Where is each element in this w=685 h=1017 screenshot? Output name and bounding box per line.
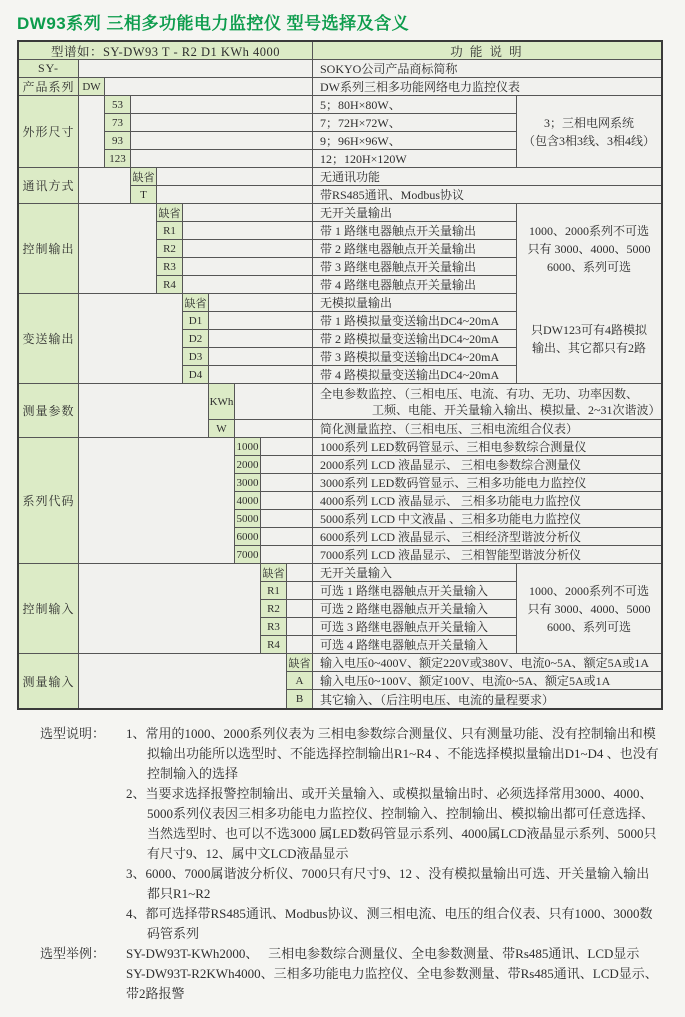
option-code: 缺省 xyxy=(183,294,209,312)
section-label: 通讯方式 xyxy=(19,168,79,204)
option-code: R3 xyxy=(261,618,287,636)
table-row xyxy=(105,150,517,168)
note-line: 1000、2000系列不可选 xyxy=(528,583,649,598)
option-desc: 可选 1 路继电器触点开关量输入 xyxy=(313,582,517,600)
option-code: 5000 xyxy=(235,510,261,528)
section-measure-param xyxy=(19,384,661,438)
table-row xyxy=(261,600,517,618)
option-desc: 简化测量监控、（三相电压、三相电流组合仪表） xyxy=(313,420,661,438)
section-comm xyxy=(19,168,661,204)
empty-cell xyxy=(183,222,313,240)
option-desc: 带 4 路继电器触点开关量输出 xyxy=(313,276,517,294)
empty-cell xyxy=(287,564,313,582)
note-line: 只有 3000、4000、5000 xyxy=(527,601,651,616)
option-code: 93 xyxy=(105,132,131,150)
empty-cell xyxy=(79,168,131,204)
section-rows xyxy=(105,96,517,168)
empty-cell xyxy=(131,114,313,132)
section-note xyxy=(517,564,661,654)
option-desc: 带 4 路模拟量变送输出DC4~20mA xyxy=(313,366,517,384)
table-row xyxy=(287,690,661,708)
empty-cell xyxy=(235,420,313,438)
option-code: D3 xyxy=(183,348,209,366)
section-measure-input xyxy=(19,654,661,708)
table-row xyxy=(261,582,517,600)
brand-desc: SOKYO公司产品商标简称 xyxy=(313,60,661,78)
option-desc: 7；72H×72W、 xyxy=(313,114,517,132)
option-desc: 带 3 路模拟量变送输出DC4~20mA xyxy=(313,348,517,366)
section-label: 控制输入 xyxy=(19,564,79,654)
section-rows xyxy=(209,384,661,438)
empty-cell xyxy=(79,654,287,708)
empty-cell xyxy=(79,60,313,78)
option-code: W xyxy=(209,420,235,438)
table-row xyxy=(209,384,661,420)
option-desc: 可选 2 路继电器触点开关量输入 xyxy=(313,600,517,618)
empty-cell xyxy=(235,384,313,420)
empty-cell xyxy=(183,258,313,276)
option-desc: 12；120H×120W xyxy=(313,150,517,168)
table-row xyxy=(157,276,517,294)
page-title: DW93系列 三相多功能电力监控仪 型号选择及含义 xyxy=(17,14,410,33)
section-rows xyxy=(261,564,517,654)
table-row xyxy=(287,654,661,672)
table-row xyxy=(105,114,517,132)
note-line: 6000、系列可选 xyxy=(546,619,631,634)
option-desc: 5；80H×80W、 xyxy=(313,96,517,114)
table-row xyxy=(105,132,517,150)
desc-line: 工频、电能、开关量输入输出、模拟量、2~31次谐波） xyxy=(372,402,661,417)
note-item: 1、常用的1000、2000系列仪表为 三相电参数综合测量仪、只有测量功能、没有控制输出和模拟输出功能所以选型时、不能选择控制输出R1~R4 、不能选择模拟量输出D1~D4 、也没有控制输入的选择 xyxy=(126,726,659,781)
option-code: R3 xyxy=(157,258,183,276)
section-rows xyxy=(131,168,661,204)
example-item: SY-DW93T-R2KWh4000、三相多功能电力监控仪、全电参数测量、带Rs485通讯、LCD显示、带2路报警 xyxy=(126,966,658,1001)
section-label: 产品系列 xyxy=(19,78,79,96)
note-line: 只DW123可有4路模拟 xyxy=(531,322,647,337)
examples-label: 选型举例： xyxy=(40,946,106,961)
table-row xyxy=(183,312,517,330)
empty-cell xyxy=(209,312,313,330)
empty-cell xyxy=(183,204,313,222)
empty-cell xyxy=(261,474,313,492)
option-desc: 无通讯功能 xyxy=(313,168,661,186)
option-desc: 输入电压0~100V、额定100V、电流0~5A、额定5A或1A xyxy=(313,672,661,690)
empty-cell xyxy=(287,636,313,654)
option-code: R4 xyxy=(157,276,183,294)
option-desc: 可选 3 路继电器触点开关量输入 xyxy=(313,618,517,636)
desc-line: 全电参数监控、（三相电压、电流、有功、无功、功率因数、 xyxy=(320,386,639,401)
notes-items xyxy=(126,724,660,944)
table-header-row xyxy=(19,42,661,60)
option-desc: 无开关量输入 xyxy=(313,564,517,582)
empty-cell xyxy=(183,276,313,294)
product-series-row xyxy=(19,78,661,96)
table-row xyxy=(261,636,517,654)
option-code: 缺省 xyxy=(131,168,157,186)
table-row xyxy=(235,474,661,492)
empty-cell xyxy=(79,294,183,384)
empty-cell xyxy=(209,330,313,348)
table-row xyxy=(209,420,661,438)
option-code: DW xyxy=(79,78,105,96)
option-desc: 带 3 路继电器触点开关量输出 xyxy=(313,258,517,276)
option-desc: 输入电压0~400V、额定220V或380V、电流0~5A、额定5A或1A xyxy=(313,654,661,672)
section-label: 系列代码 xyxy=(19,438,79,564)
section-rows xyxy=(183,294,517,384)
option-desc: 其它输入、（后注明电压、电流的量程要求） xyxy=(320,692,555,707)
note-item: 3、6000、7000属谐波分析仪、7000只有尺寸9、12 、没有模拟量输出可选、开关量输入输出都只R1~R2 xyxy=(126,866,650,901)
table-row xyxy=(235,492,661,510)
option-code: D2 xyxy=(183,330,209,348)
option-desc: 2000系列 LCD 液晶显示、 三相电参数综合测量仪 xyxy=(313,456,661,474)
section-label: 测量输入 xyxy=(19,654,79,708)
table-row xyxy=(261,618,517,636)
empty-cell xyxy=(183,240,313,258)
empty-cell xyxy=(79,204,157,294)
empty-cell xyxy=(157,186,313,204)
section-note xyxy=(517,204,661,294)
section-label: 外形尺寸 xyxy=(19,96,79,168)
option-code: 7000 xyxy=(235,546,261,564)
empty-cell xyxy=(131,150,313,168)
option-code: A xyxy=(287,672,313,690)
section-size xyxy=(19,96,661,168)
option-desc: 4000系列 LCD 液晶显示、 三相多功能电力监控仪 xyxy=(313,492,661,510)
note-line: 1000、2000系列不可选 xyxy=(528,224,649,238)
empty-cell xyxy=(79,384,209,438)
option-desc: 1000系列 LED数码管显示、三相电参数综合测量仪 xyxy=(313,438,661,456)
empty-cell xyxy=(79,564,261,654)
section-label: 测量参数 xyxy=(19,384,79,438)
empty-cell xyxy=(261,492,313,510)
option-code: 3000 xyxy=(235,474,261,492)
examples-items xyxy=(126,944,660,1004)
section-control-input xyxy=(19,564,661,654)
section-label: 控制输出 xyxy=(19,204,79,294)
option-code: 缺省 xyxy=(261,564,287,582)
option-code: 6000 xyxy=(235,528,261,546)
empty-cell xyxy=(287,618,313,636)
empty-cell xyxy=(261,510,313,528)
table-row xyxy=(131,186,661,204)
table-row xyxy=(183,348,517,366)
table-row xyxy=(183,294,517,312)
option-code: 缺省 xyxy=(157,204,183,222)
option-code: 2000 xyxy=(235,456,261,474)
empty-cell xyxy=(131,132,313,150)
option-code: 1000 xyxy=(235,438,261,456)
section-note xyxy=(517,96,661,168)
section-analog-output xyxy=(19,294,661,384)
empty-cell xyxy=(79,438,235,564)
table-row xyxy=(183,366,517,384)
note-line: 6000、系列可选 xyxy=(546,260,631,274)
option-desc: 带 1 路模拟量变送输出DC4~20mA xyxy=(313,312,517,330)
table-row xyxy=(235,438,661,456)
option-desc: DW系列三相多功能网络电力监控仪表 xyxy=(313,78,661,96)
table-row xyxy=(157,222,517,240)
note-line: 3；三相电网系统 xyxy=(543,115,634,130)
option-code: D4 xyxy=(183,366,209,384)
empty-cell xyxy=(209,294,313,312)
section-control-output xyxy=(19,204,661,294)
option-desc: 6000系列 LCD 液晶显示、 三相经济型谐波分析仪 xyxy=(313,528,661,546)
section-rows xyxy=(287,654,661,708)
option-desc: 无开关量输出 xyxy=(313,204,517,222)
brand-row xyxy=(19,60,661,78)
option-code: T xyxy=(131,186,157,204)
option-desc: 3000系列 LED数码管显示、三相多功能电力监控仪 xyxy=(313,474,661,492)
function-header: 功 能 说 明 xyxy=(313,42,661,60)
table-row xyxy=(183,330,517,348)
option-code: R2 xyxy=(261,600,287,618)
table-row xyxy=(157,258,517,276)
table-row xyxy=(261,564,517,582)
note-line: 输出、其它都只有2路 xyxy=(531,340,646,355)
option-code: R4 xyxy=(261,636,287,654)
table-row xyxy=(157,204,517,222)
model-selection-table xyxy=(17,40,663,710)
section-series-code xyxy=(19,438,661,564)
brand-code: SY- xyxy=(19,60,79,78)
empty-cell xyxy=(105,78,313,96)
empty-cell xyxy=(261,456,313,474)
section-note xyxy=(517,294,661,384)
option-code: KWh xyxy=(209,384,235,420)
empty-cell xyxy=(157,168,313,186)
option-desc: 9；96H×96W、 xyxy=(313,132,517,150)
option-code: 53 xyxy=(105,96,131,114)
empty-cell xyxy=(261,546,313,564)
table-row xyxy=(131,168,661,186)
option-code: 缺省 xyxy=(287,654,313,672)
empty-cell xyxy=(209,366,313,384)
option-desc: 带 2 路模拟量变送输出DC4~20mA xyxy=(313,330,517,348)
option-desc xyxy=(313,384,661,420)
empty-cell xyxy=(261,438,313,456)
empty-cell xyxy=(209,348,313,366)
option-desc: 带 2 路继电器触点开关量输出 xyxy=(313,240,517,258)
option-desc: 带RS485通讯、Modbus协议 xyxy=(313,186,661,204)
option-code: 123 xyxy=(105,150,131,168)
table-row xyxy=(235,510,661,528)
option-desc: 5000系列 LCD 中文液晶 、三相多功能电力监控仪 xyxy=(313,510,661,528)
table-row xyxy=(235,546,661,564)
notes-label: 选型说明： xyxy=(40,726,106,741)
empty-cell xyxy=(261,528,313,546)
empty-cell xyxy=(287,582,313,600)
table-row xyxy=(235,456,661,474)
table-row xyxy=(105,96,517,114)
option-code: B xyxy=(287,690,313,708)
table-row xyxy=(157,240,517,258)
option-code: R1 xyxy=(261,582,287,600)
section-rows xyxy=(157,204,517,294)
empty-cell xyxy=(79,96,105,168)
note-line: （包含3相3线、3相4线） xyxy=(522,133,655,148)
table-row xyxy=(287,672,661,690)
note-item: 2、当要求选择报警控制输出、或开关量输入、或模拟量输出时、必须选择常用3000、4000、5000系列仪表因三相多功能电力监控仪、控制输入、控制输出、模拟输出都可任意选择、当然选型时、也可以不选3000 属LED数码管显示系列、4000属LCD液晶显示系列、5000只有尺寸9、12、属中文LCD液晶显示 xyxy=(126,786,657,861)
empty-cell xyxy=(287,600,313,618)
option-desc: 可选 4 路继电器触点开关量输入 xyxy=(313,636,517,654)
option-code: R2 xyxy=(157,240,183,258)
example-item: SY-DW93T-KWh2000、 三相电参数综合测量仪、全电参数测量、带Rs485通讯、LCD显示 xyxy=(126,946,640,961)
section-rows xyxy=(235,438,661,564)
option-code: 73 xyxy=(105,114,131,132)
option-code: D1 xyxy=(183,312,209,330)
option-desc: 带 1 路继电器触点开关量输出 xyxy=(313,222,517,240)
section-label: 变送输出 xyxy=(19,294,79,384)
option-code: R1 xyxy=(157,222,183,240)
option-desc: 无模拟量输出 xyxy=(313,294,517,312)
note-item: 4、都可选择带RS485通讯、Modbus协议、测三相电流、电压的组合仪表、只有1000、3000数码管系列 xyxy=(126,906,653,941)
model-pattern-header: 型谱如：SY-DW93 T - R2 D1 KWh 4000 xyxy=(19,42,313,60)
option-desc: 7000系列 LCD 液晶显示、 三相智能型谐波分析仪 xyxy=(313,546,661,564)
selection-examples xyxy=(40,944,685,1004)
empty-cell xyxy=(131,96,313,114)
note-line: 只有 3000、4000、5000 xyxy=(527,242,651,256)
option-code: 4000 xyxy=(235,492,261,510)
table-row xyxy=(235,528,661,546)
selection-notes xyxy=(40,724,685,944)
